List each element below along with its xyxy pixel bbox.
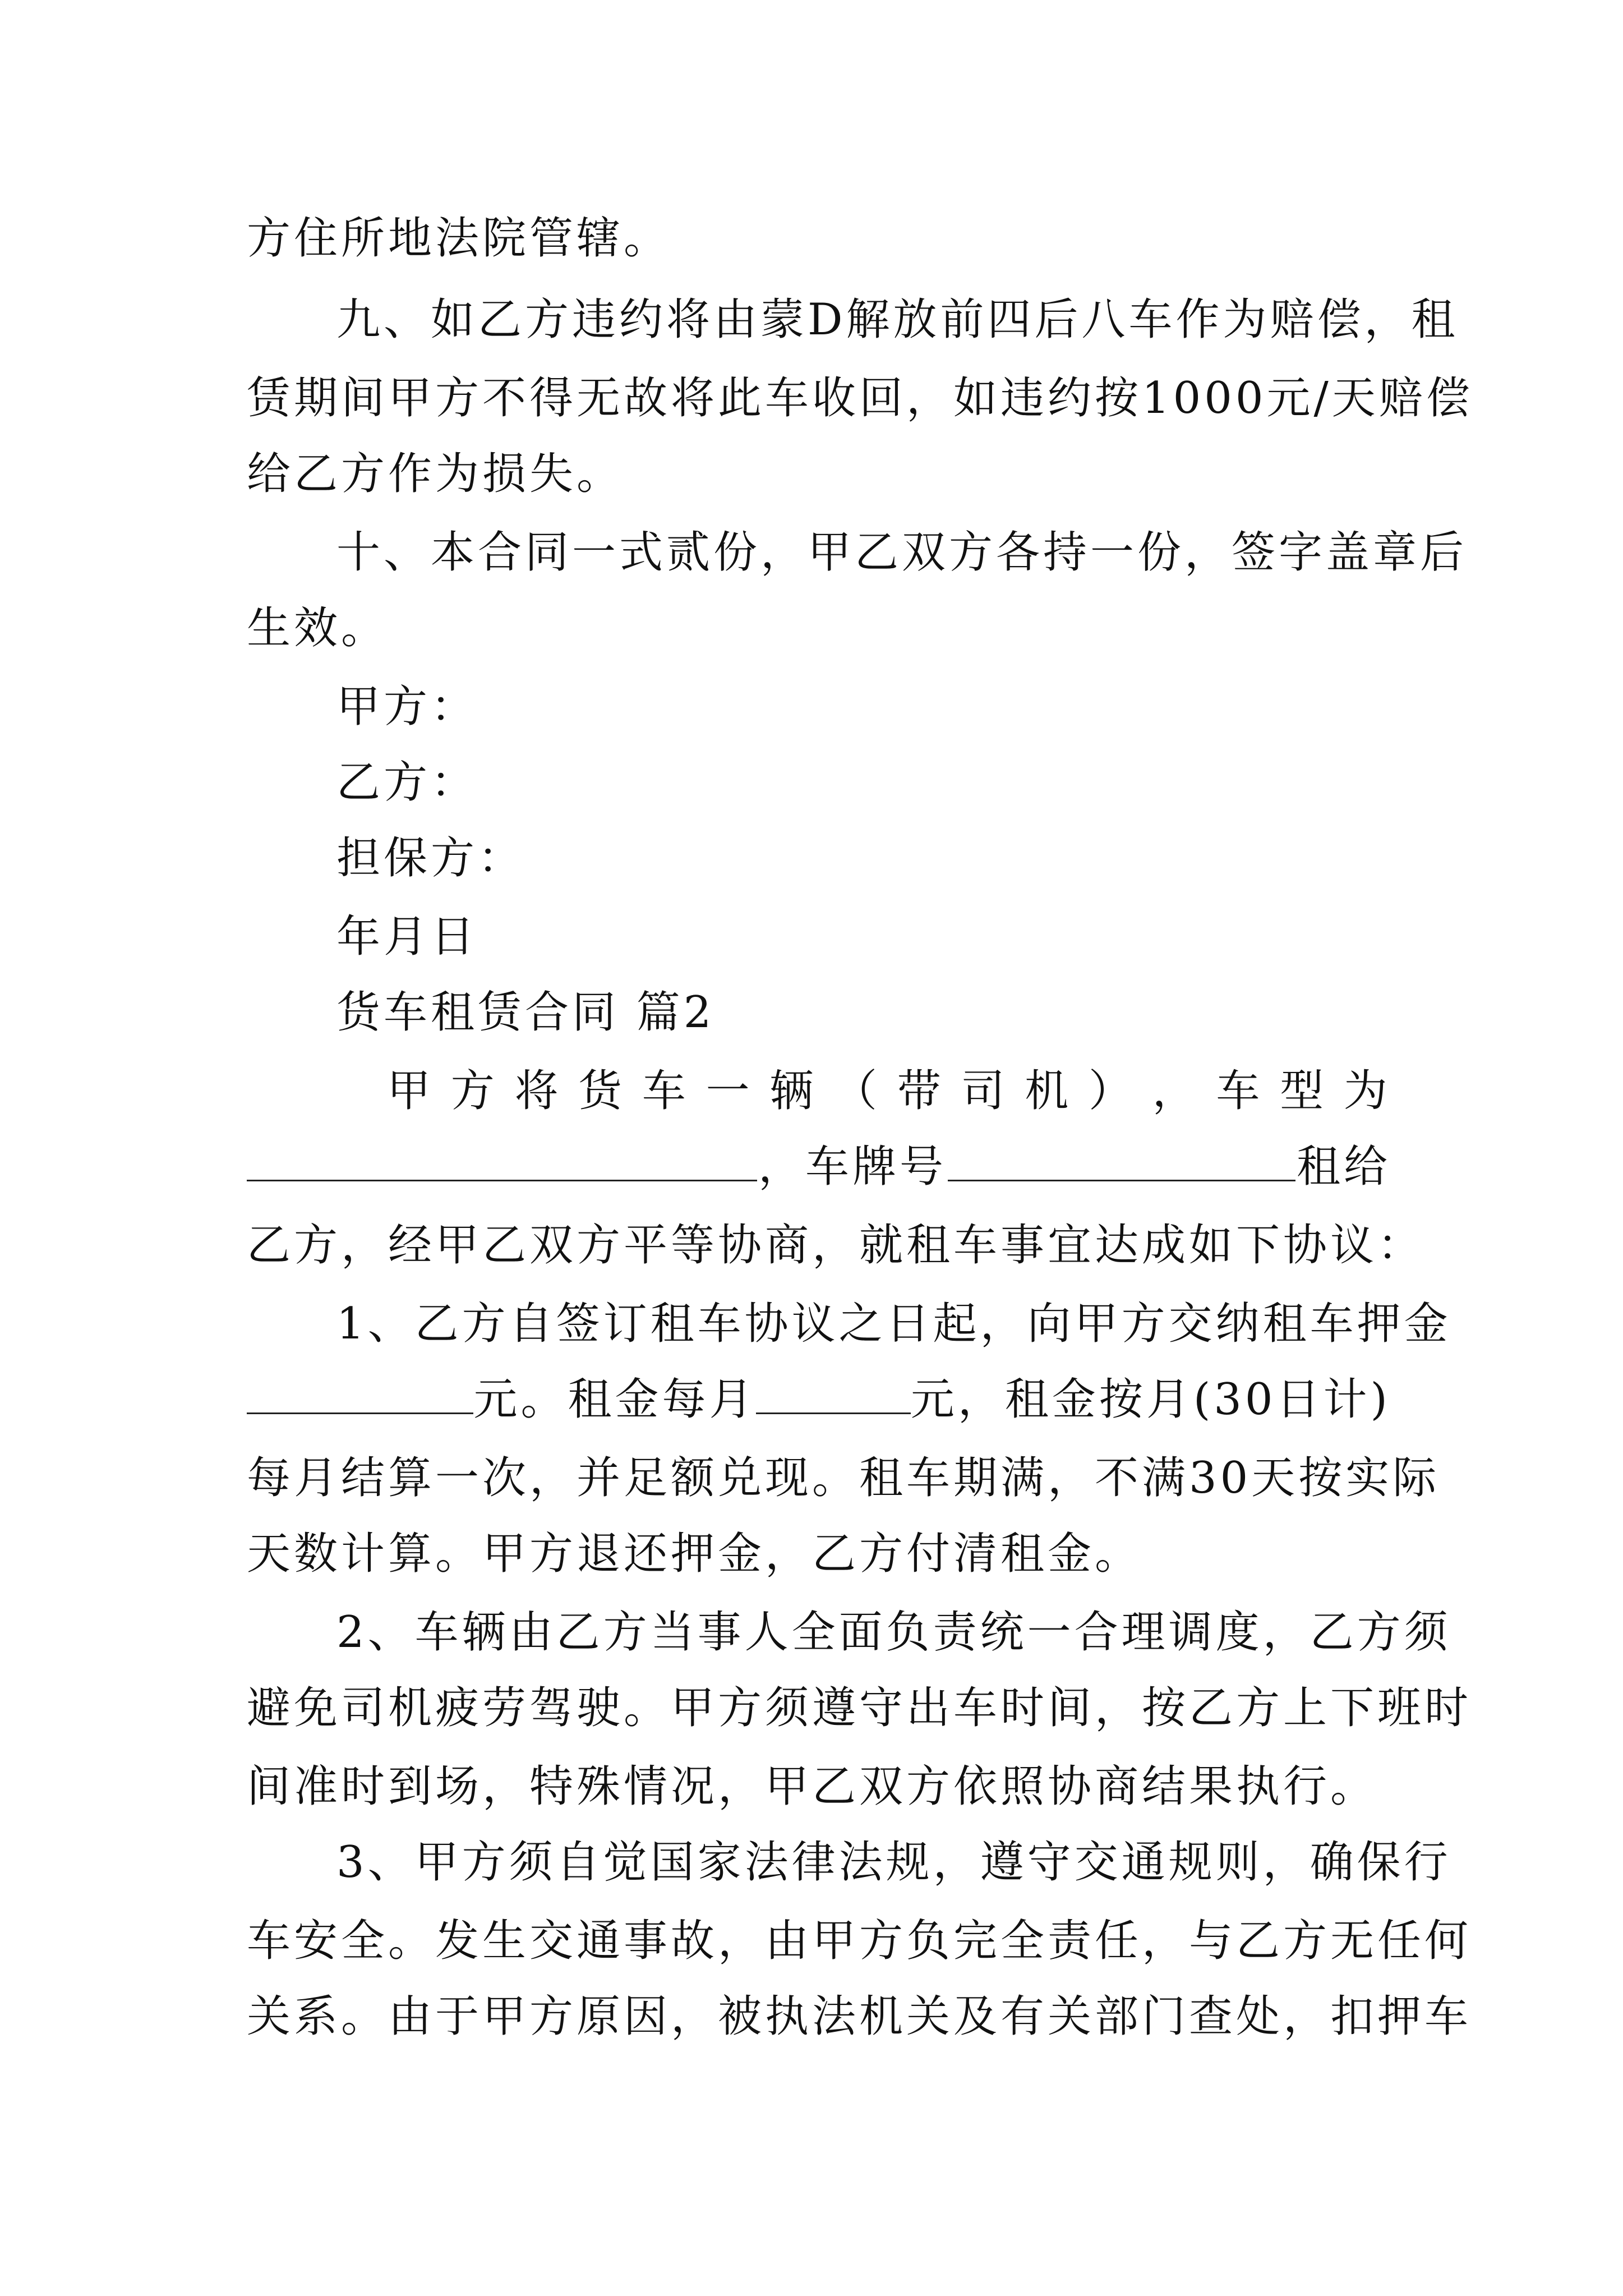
spread-char: 货 (578, 1066, 626, 1116)
spread-char: 车 (1216, 1066, 1264, 1116)
text-segment: 元。租金每月 (473, 1374, 757, 1425)
text-line: 车安全。发生交通事故，由甲方负完全责任，与乙方无任何 (247, 1916, 1472, 1966)
spread-char: 一 (706, 1066, 753, 1116)
section-heading: 货车租赁合同 篇2 (336, 987, 715, 1038)
spread-char: 辆 (769, 1066, 817, 1116)
spread-char: （ (833, 1066, 881, 1116)
spread-char: 车 (642, 1066, 689, 1116)
clause-3-line: 3、甲方须自觉国家法律法规，遵守交通规则，确保行 (336, 1837, 1451, 1888)
text-line: 间准时到场，特殊情况，甲乙双方依照协商结果执行。 (247, 1761, 1378, 1812)
spread-char: 带 (897, 1066, 944, 1116)
deposit-line (247, 1372, 1391, 1428)
text-line: 天数计算。甲方退还押金，乙方付清租金。 (247, 1529, 1142, 1579)
spread-char: 司 (961, 1066, 1008, 1116)
clause-2-line: 2、车辆由乙方当事人全面负责统一合理调度，乙方须 (336, 1607, 1451, 1658)
spread-text-line (387, 1063, 1391, 1119)
spread-char: 将 (514, 1066, 562, 1116)
spread-char: 型 (1280, 1066, 1327, 1116)
vehicle-model-blank[interactable] (247, 1140, 757, 1181)
party-b-label: 乙方： (336, 757, 478, 808)
spread-char: 为 (1343, 1066, 1391, 1116)
text-segment: 元，租金按月(30日计) (910, 1374, 1391, 1425)
spread-char: 机 (1025, 1066, 1072, 1116)
monthly-rent-blank[interactable] (756, 1373, 910, 1414)
text-line: 关系。由于甲方原因，被执法机关及有关部门查处，扣押车 (247, 1991, 1472, 2042)
date-label: 年月日 (336, 912, 478, 962)
text-line: 给乙方作为损失。 (247, 449, 624, 499)
deposit-amount-blank[interactable] (247, 1373, 473, 1414)
clause-10-line: 十、本合同一式贰份，甲乙双方各持一份，签字盖章后 (336, 527, 1468, 578)
text-line: 生效。 (247, 603, 389, 654)
party-a-label: 甲方： (336, 682, 478, 732)
spread-char: 甲 (387, 1066, 435, 1116)
spread-char: ， (1152, 1066, 1200, 1116)
clause-1-line: 1、乙方自签订租车协议之日起，向甲方交纳租车押金 (336, 1299, 1451, 1349)
guarantor-label: 担保方： (336, 833, 525, 884)
text-line: 方住所地法院管辖。 (247, 213, 671, 264)
text-line: 每月结算一次，并足额兑现。租车期满，不满30天按实际 (247, 1453, 1440, 1503)
plate-line (247, 1139, 1391, 1195)
text-segment: ，车牌号 (758, 1142, 947, 1192)
plate-number-blank[interactable] (948, 1140, 1295, 1181)
text-segment: 租给 (1296, 1142, 1391, 1192)
text-line: 避免司机疲劳驾驶。甲方须遵守出车时间，按乙方上下班时 (247, 1683, 1472, 1733)
spread-char: 方 (450, 1066, 498, 1116)
text-line: 赁期间甲方不得无故将此车收回，如违约按1000元/天赔偿 (247, 373, 1473, 424)
clause-9-line: 九、如乙方违约将由蒙D解放前四后八车作为赔偿，租 (336, 295, 1459, 345)
spread-char: ） (1088, 1066, 1136, 1116)
text-line: 乙方，经甲乙双方平等协商，就租车事宜达成如下协议： (247, 1220, 1425, 1271)
